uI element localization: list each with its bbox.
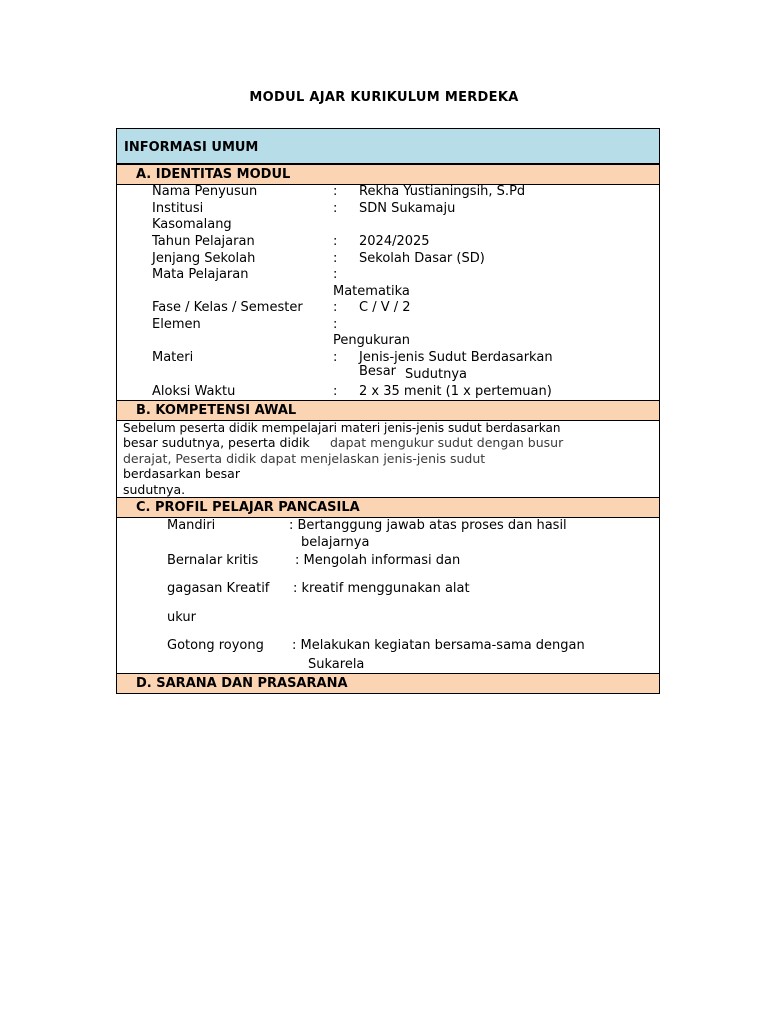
colon: : bbox=[333, 300, 338, 315]
gagasan-label: gagasan Kreatif bbox=[167, 581, 270, 596]
elemen-label: Elemen bbox=[152, 317, 201, 332]
kompetensi-line2b: dapat mengukur sudut dengan busur bbox=[330, 435, 564, 450]
mapel-value: Matematika bbox=[333, 284, 410, 299]
colon: : bbox=[333, 251, 338, 266]
kompetensi-line4: berdasarkan besar bbox=[123, 466, 240, 481]
colon: : bbox=[333, 184, 338, 199]
kompetensi-line3: derajat, Peserta didik dapat menjelaskan jenis-jenis sudut bbox=[123, 451, 486, 466]
colon: : bbox=[333, 317, 338, 332]
document-title: MODUL AJAR KURIKULUM MERDEKA bbox=[249, 90, 519, 105]
bernalar-value: : Mengolah informasi dan bbox=[295, 553, 461, 568]
mandiri-continuation: belajarnya bbox=[301, 535, 370, 550]
tahun-label: Tahun Pelajaran bbox=[152, 234, 255, 249]
materi-value-line1: Jenis-jenis Sudut Berdasarkan bbox=[359, 350, 553, 365]
tahun-value: 2024/2025 bbox=[359, 234, 430, 249]
penyusun-value: Rekha Yustianingsih, S.Pd bbox=[359, 184, 526, 199]
colon: : bbox=[333, 350, 338, 365]
penyusun-label: Nama Penyusun bbox=[152, 184, 258, 199]
materi-value-line2b: Sudutnya bbox=[405, 367, 467, 382]
jenjang-label: Jenjang Sekolah bbox=[152, 251, 256, 266]
institusi-continuation: Kasomalang bbox=[152, 217, 232, 232]
gotong-continuation: Sukarela bbox=[308, 657, 365, 672]
fase-label: Fase / Kelas / Semester bbox=[152, 300, 303, 315]
colon: : bbox=[333, 267, 338, 282]
kompetensi-line5: sudutnya. bbox=[123, 482, 186, 497]
materi-label: Materi bbox=[152, 350, 194, 365]
bernalar-label: Bernalar kritis bbox=[167, 553, 259, 568]
section-a-heading: A. IDENTITAS MODUL bbox=[116, 164, 660, 185]
section-b-heading: B. KOMPETENSI AWAL bbox=[116, 400, 660, 421]
aloksi-value: 2 x 35 menit (1 x pertemuan) bbox=[359, 384, 552, 399]
mandiri-value: : Bertanggung jawab atas proses dan hasil bbox=[289, 518, 567, 533]
institusi-label: Institusi bbox=[152, 201, 204, 216]
section-d-heading: D. SARANA DAN PRASARANA bbox=[116, 673, 660, 694]
gotong-label: Gotong royong bbox=[167, 638, 264, 653]
ukur-text: ukur bbox=[167, 610, 196, 625]
section-c-heading: C. PROFIL PELAJAR PANCASILA bbox=[116, 497, 660, 518]
mandiri-label: Mandiri bbox=[167, 518, 216, 533]
institusi-value: SDN Sukamaju bbox=[359, 201, 456, 216]
kompetensi-line2a: besar sudutnya, peserta didik bbox=[123, 435, 310, 450]
colon: : bbox=[333, 384, 338, 399]
kompetensi-line1: Sebelum peserta didik mempelajari materi jenis-jenis sudut berdasarkan bbox=[123, 421, 561, 435]
fase-value: C / V / 2 bbox=[359, 300, 411, 315]
aloksi-label: Aloksi Waktu bbox=[152, 384, 236, 399]
jenjang-value: Sekolah Dasar (SD) bbox=[359, 251, 485, 266]
colon: : bbox=[333, 201, 338, 216]
gotong-value: : Melakukan kegiatan bersama-sama dengan bbox=[292, 638, 585, 653]
mapel-label: Mata Pelajaran bbox=[152, 267, 249, 282]
materi-value-line2a: Besar bbox=[359, 364, 397, 379]
informasi-umum-header: INFORMASI UMUM bbox=[116, 128, 660, 164]
gagasan-value: : kreatif menggunakan alat bbox=[293, 581, 470, 596]
colon: : bbox=[333, 234, 338, 249]
elemen-value: Pengukuran bbox=[333, 333, 411, 348]
